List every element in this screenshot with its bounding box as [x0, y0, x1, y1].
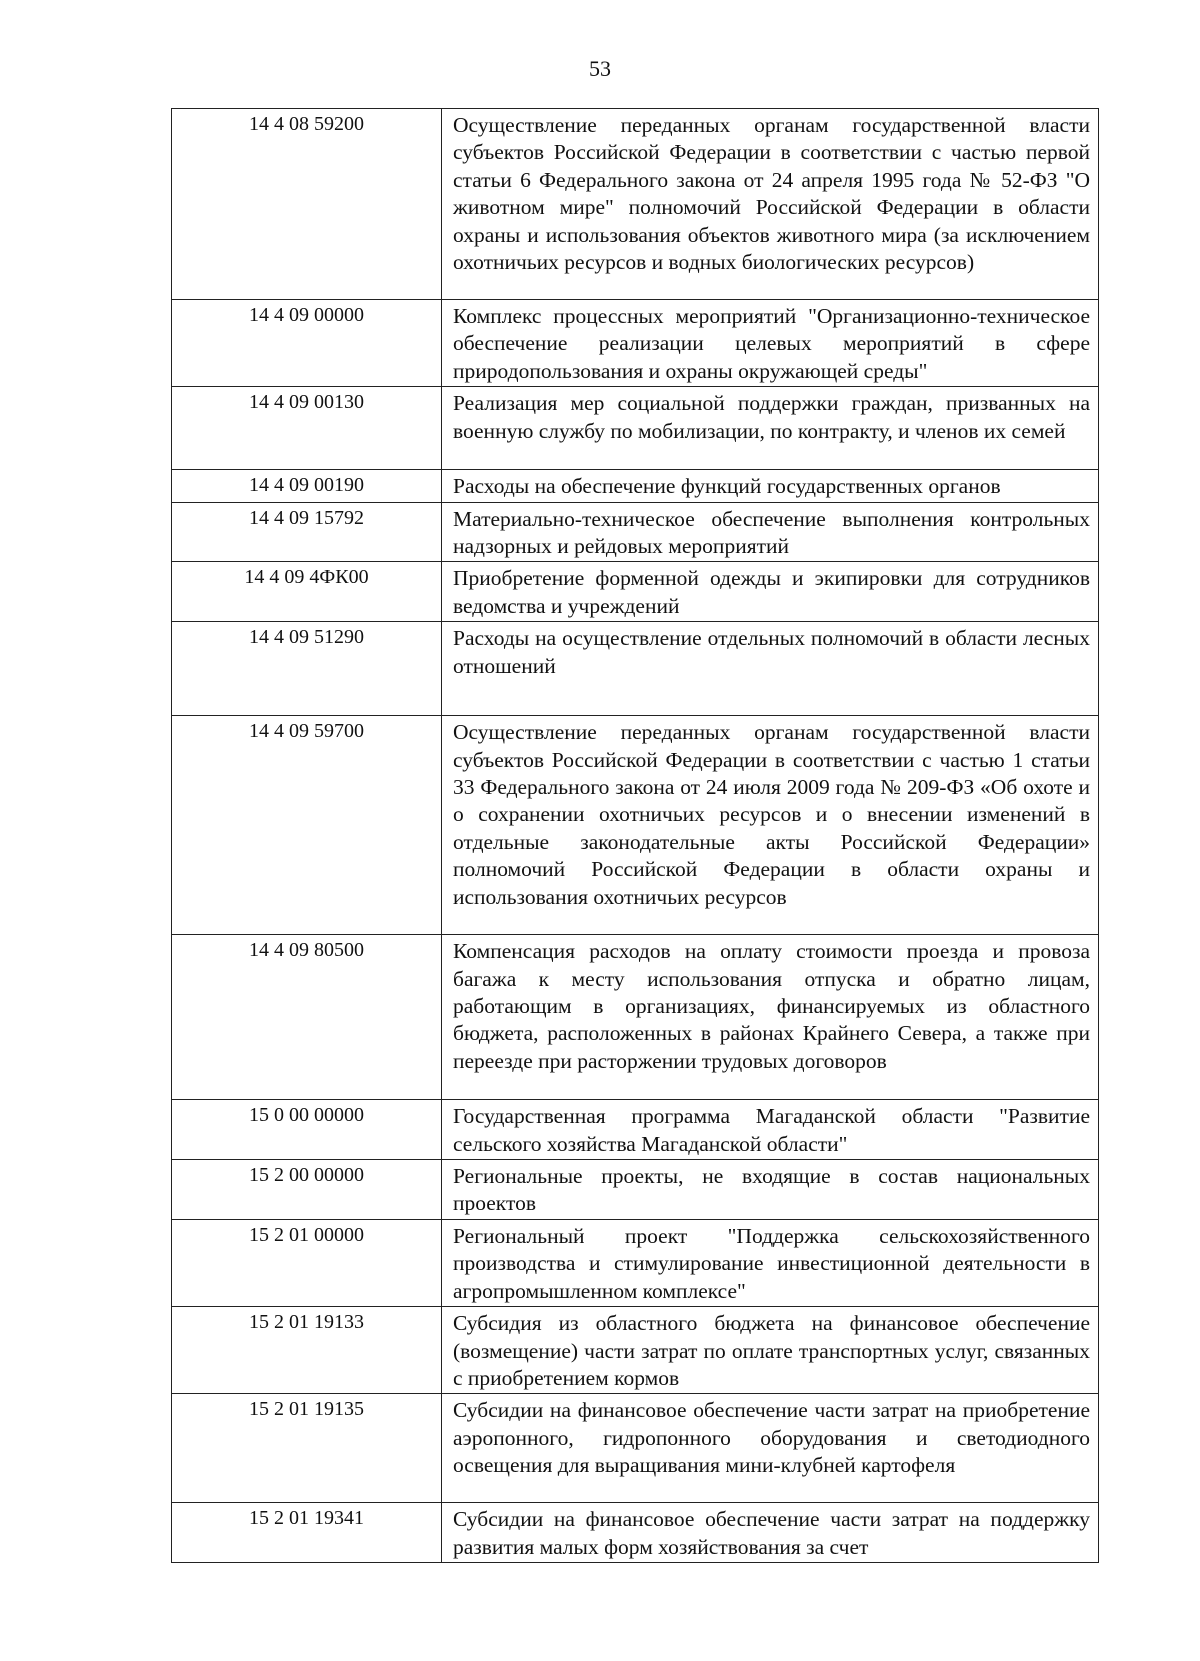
table-row [172, 716, 1099, 935]
row-description: Субсидия из областного бюджета на финансовое обеспечение (возмещение) части затрат по оплате транспортных услуг, связанных с приобретением кормов [442, 1307, 1099, 1394]
table-row [172, 622, 1099, 716]
table-row [172, 935, 1099, 1100]
row-code: 14 4 09 59700 [172, 716, 442, 935]
page-number: 53 [589, 56, 611, 81]
row-code: 14 4 09 00190 [172, 470, 442, 502]
row-description: Компенсация расходов на оплату стоимости проезда и провоза багажа к месту использования отпуска и обратно лицам, работающим в организациях, финансируемых из областного бюджета, расположенных в районах Крайнего Севера, а также при переезде при расторжении трудовых договоров [442, 935, 1099, 1100]
row-description: Расходы на обеспечение функций государственных органов [442, 470, 1099, 502]
row-description: Субсидии на финансовое обеспечение части затрат на поддержку развития малых форм хозяйствования за счет [442, 1503, 1099, 1563]
table-row [172, 1394, 1099, 1503]
row-code: 15 2 01 19135 [172, 1394, 442, 1503]
table-row [172, 1160, 1099, 1220]
table-row [172, 1219, 1099, 1306]
row-code: 15 0 00 00000 [172, 1100, 442, 1160]
row-description: Осуществление переданных органам государственной власти субъектов Российской Федерации в соответствии с частью первой статьи 6 Федерального закона от 24 апреля 1995 года № 52-ФЗ "О животном мире" полномочий Российской Федерации в области охраны и использования объектов животного мира (за исключением охотничьих ресурсов и водных биологических ресурсов) [442, 109, 1099, 300]
row-code: 14 4 09 00000 [172, 300, 442, 387]
row-code: 15 2 01 19133 [172, 1307, 442, 1394]
table-row [172, 1503, 1099, 1563]
table-row [172, 470, 1099, 502]
table-row [172, 387, 1099, 470]
table-row [172, 562, 1099, 622]
row-description: Реализация мер социальной поддержки граждан, призванных на военную службу по мобилизации, по контракту, и членов их семей [442, 387, 1099, 470]
row-description: Региональный проект "Поддержка сельскохозяйственного производства и стимулирование инвестиционной деятельности в агропромышленном комплексе" [442, 1219, 1099, 1306]
row-description: Приобретение форменной одежды и экипировки для сотрудников ведомства и учреждений [442, 562, 1099, 622]
row-code: 14 4 09 00130 [172, 387, 442, 470]
row-description: Государственная программа Магаданской области "Развитие сельского хозяйства Магаданской области" [442, 1100, 1099, 1160]
row-description: Расходы на осуществление отдельных полномочий в области лесных отношений [442, 622, 1099, 716]
row-description: Субсидии на финансовое обеспечение части затрат на приобретение аэропонного, гидропонного оборудования и светодиодного освещения для выращивания мини-клубней картофеля [442, 1394, 1099, 1503]
budget-classification-table [171, 108, 1099, 1563]
row-code: 14 4 09 80500 [172, 935, 442, 1100]
row-description: Материально-техническое обеспечение выполнения контрольных надзорных и рейдовых мероприятий [442, 502, 1099, 562]
row-code: 14 4 09 51290 [172, 622, 442, 716]
row-description: Региональные проекты, не входящие в состав национальных проектов [442, 1160, 1099, 1220]
row-description: Осуществление переданных органам государственной власти субъектов Российской Федерации в соответствии с частью 1 статьи 33 Федерального закона от 24 июля 2009 года № 209-ФЗ «Об охоте и о сохранении охотничьих ресурсов и о внесении изменений в отдельные законодательные акты Российской Федерации» полномочий Российской Федерации в области охраны и использования охотничьих ресурсов [442, 716, 1099, 935]
table-row [172, 300, 1099, 387]
row-code: 15 2 01 00000 [172, 1219, 442, 1306]
row-code: 14 4 09 15792 [172, 502, 442, 562]
row-code: 15 2 01 19341 [172, 1503, 442, 1563]
row-code: 15 2 00 00000 [172, 1160, 442, 1220]
table-row [172, 502, 1099, 562]
row-code: 14 4 08 59200 [172, 109, 442, 300]
table-row [172, 1307, 1099, 1394]
row-description: Комплекс процессных мероприятий "Организационно-техническое обеспечение реализации целевых мероприятий в сфере природопользования и охраны окружающей среды" [442, 300, 1099, 387]
table-row [172, 1100, 1099, 1160]
table-row [172, 109, 1099, 300]
row-code: 14 4 09 4ФК00 [172, 562, 442, 622]
